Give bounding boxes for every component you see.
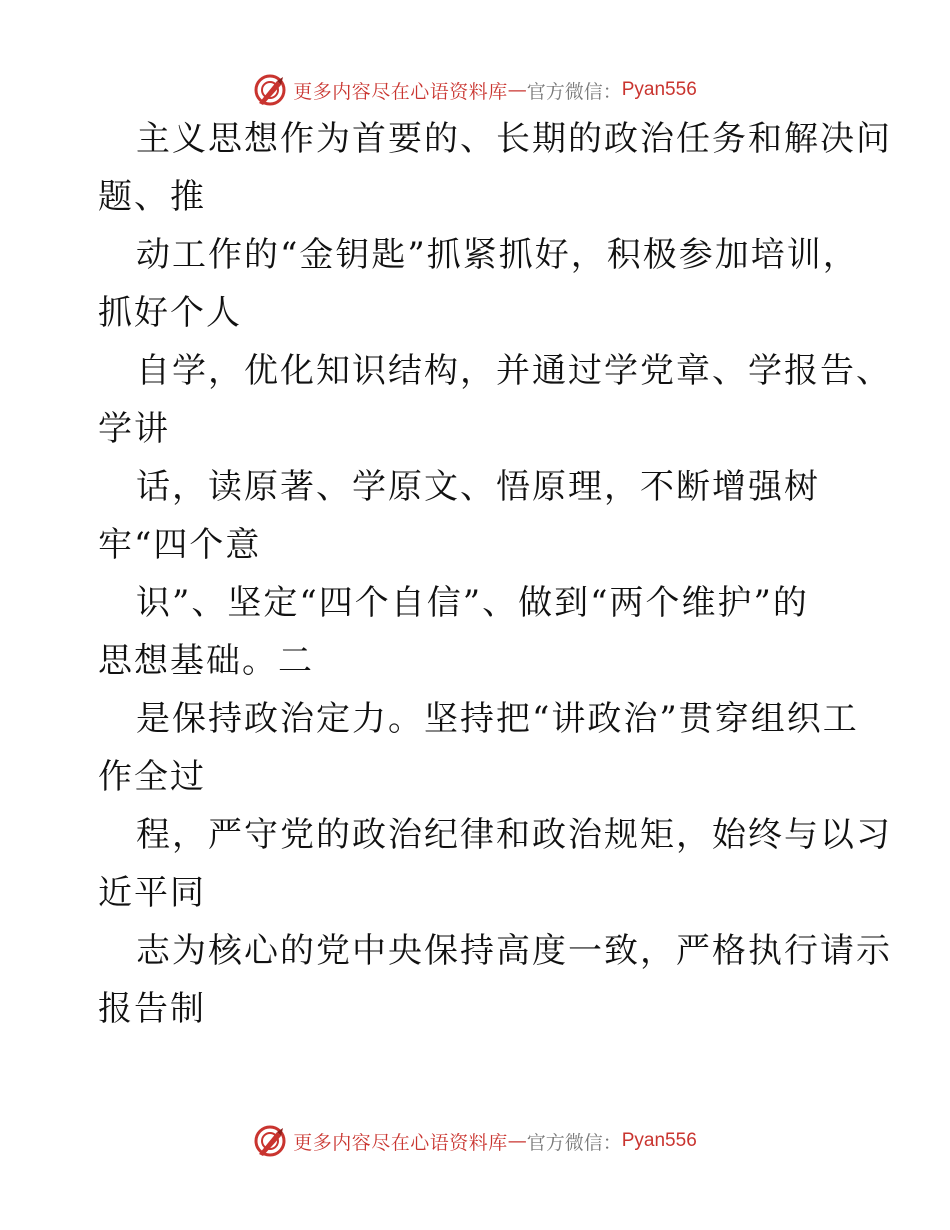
paragraph-line: 程，严守党的政治纪律和政治规矩，始终与以习	[136, 815, 892, 855]
quill-logo-icon	[253, 73, 287, 107]
paragraph-line: 报告制	[98, 989, 206, 1029]
paragraph-line: 牢“四个意	[98, 525, 262, 565]
quill-logo-icon	[253, 1124, 287, 1158]
paragraph-line: 近平同	[98, 873, 206, 913]
header-watermark	[0, 70, 950, 110]
paragraph-line: 主义思想作为首要的、长期的政治任务和解决问	[136, 119, 892, 159]
watermark-wechat-id: Pyan556	[621, 1130, 697, 1151]
footer-watermark-group	[253, 1124, 697, 1158]
paragraph-line: 题、推	[98, 177, 206, 217]
paragraph-line: 动工作的“金钥匙”抓紧抓好，积极参加培训，	[136, 235, 859, 275]
header-watermark-group	[253, 73, 697, 107]
paragraph-line: 自学，优化知识结构，并通过学党章、学报告、	[136, 351, 892, 391]
paragraph-line: 学讲	[98, 409, 170, 449]
watermark-wechat-label: 官方微信：	[526, 80, 622, 103]
watermark-wechat-label: 官方微信：	[526, 1131, 622, 1154]
paragraph-line: 志为核心的党中央保持高度一致，严格执行请示	[136, 931, 892, 971]
document-body	[98, 119, 892, 1050]
paragraph-line: 话，读原著、学原文、悟原理，不断增强树	[136, 467, 820, 507]
paragraph-line: 抓好个人	[98, 293, 242, 333]
paragraph-line: 思想基础。二	[98, 641, 314, 681]
paragraph-line: 作全过	[98, 757, 206, 797]
paragraph-line: 识”、坚定“四个自信”、做到“两个维护”的	[136, 583, 809, 623]
watermark-text: 更多内容尽在心语资料库	[293, 80, 508, 103]
watermark-text: 更多内容尽在心语资料库	[293, 1131, 508, 1154]
watermark-dash: —	[507, 79, 527, 101]
footer-watermark	[0, 1121, 950, 1161]
watermark-wechat-id: Pyan556	[621, 79, 697, 100]
watermark-dash: —	[507, 1130, 527, 1152]
paragraph-line: 是保持政治定力。坚持把“讲政治”贯穿组织工	[136, 699, 859, 739]
